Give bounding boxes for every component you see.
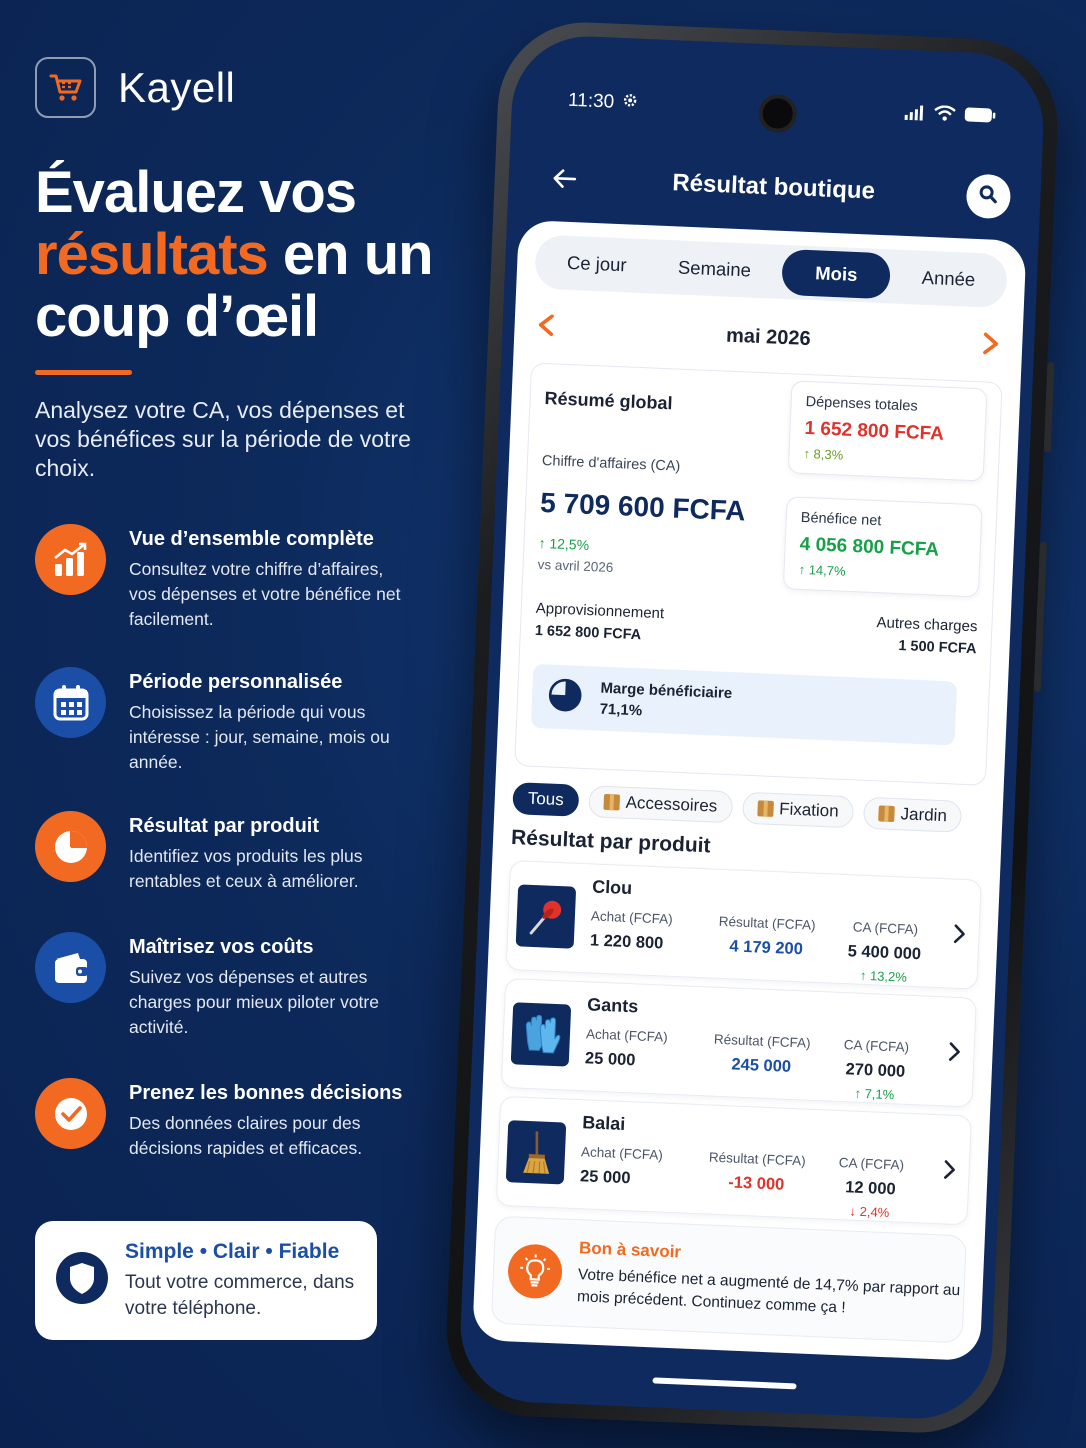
search-button[interactable] <box>966 174 1012 220</box>
product-name: Gants <box>586 994 639 1017</box>
tab-ce-jour[interactable]: Ce jour <box>566 251 628 276</box>
feature-costs <box>35 932 415 1040</box>
purchase-value: 25 000 <box>579 1167 631 1188</box>
shield-icon <box>55 1251 109 1310</box>
feature-title: Résultat par produit <box>129 815 320 837</box>
app-topbar <box>548 153 1012 222</box>
wallet-icon <box>35 932 106 1003</box>
phone-frame <box>443 19 1061 1436</box>
net-profit-value: 4 056 800 FCFA <box>799 533 940 561</box>
phone-screen <box>458 33 1047 1421</box>
headline-line3: coup d’œil <box>35 284 319 349</box>
result-label: Résultat (FCFA) <box>713 1031 811 1051</box>
tip-card <box>491 1216 967 1344</box>
signal-icon <box>903 104 926 127</box>
feature-desc: Consultez votre chiffre d’affaires, vos dépenses et votre bénéfice net facilement. <box>129 559 401 629</box>
chip-fixation[interactable] <box>742 792 855 829</box>
feature-title: Maîtrisez vos coûts <box>129 936 314 958</box>
ca-label: CA (FCFA) <box>843 1037 910 1055</box>
feature-title: Période personnalisée <box>129 671 343 693</box>
chip-label: Accessoires <box>625 792 718 816</box>
tab-mois[interactable]: Mois <box>781 249 891 299</box>
app-content <box>472 220 1026 1361</box>
broom-icon <box>506 1120 567 1184</box>
feature-decisions <box>35 1078 415 1161</box>
result-value: -13 000 <box>727 1173 785 1194</box>
purchase-value: 1 220 800 <box>589 931 664 953</box>
expense-breakdown <box>535 600 978 657</box>
product-name: Clou <box>591 876 633 899</box>
product-row-clou[interactable] <box>506 860 982 990</box>
headline-line1: Évaluez vos <box>35 160 357 225</box>
tip-title: Bon à savoir <box>578 1238 682 1262</box>
feature-title: Prenez les bonnes décisions <box>129 1082 403 1104</box>
product-name: Balai <box>581 1112 626 1135</box>
page-title: Résultat boutique <box>671 169 876 205</box>
period-tabs <box>534 235 1008 309</box>
summary-card <box>514 362 1003 785</box>
subtitle: Analysez votre CA, vos dépenses et vos bénéfices sur la période de votre choix. <box>35 397 411 481</box>
margin-box <box>531 664 957 746</box>
feature-desc: Identifiez vos produits les plus rentables et ceux à améliorer. <box>129 846 363 891</box>
headline-divider <box>35 370 132 375</box>
product-result <box>708 1150 806 1196</box>
product-purchase <box>590 908 673 953</box>
result-label: Résultat (FCFA) <box>718 913 816 933</box>
brand-name: Kayell <box>118 63 236 111</box>
settings-gear-icon <box>622 92 639 115</box>
category-filter <box>512 782 985 834</box>
battery-icon <box>963 106 996 129</box>
chip-accessoires[interactable] <box>588 785 733 823</box>
chevron-right-icon <box>942 1157 957 1187</box>
ca-label: CA (FCFA) <box>838 1155 905 1173</box>
feature-period <box>35 667 415 775</box>
net-profit-trend: ↑ 14,7% <box>798 561 846 579</box>
pie-chart-icon <box>547 677 583 717</box>
month-selector <box>536 311 1001 364</box>
promo-card <box>35 1221 377 1340</box>
chevron-right-icon <box>947 1039 962 1069</box>
feature-overview <box>35 524 415 632</box>
expenses-trend: ↑ 8,3% <box>803 445 844 463</box>
headline-line2: en un <box>267 222 433 287</box>
ca-comparison: vs avril 2026 <box>537 556 614 576</box>
products-section-title: Résultat par produit <box>510 826 712 858</box>
purchase-label: Achat (FCFA) <box>590 908 673 927</box>
product-result <box>717 914 815 960</box>
product-ca <box>846 919 922 985</box>
ca-trend: ↑ 12,5% <box>538 534 590 554</box>
phone-mockup <box>432 30 1062 1430</box>
gloves-icon <box>511 1002 572 1066</box>
tab-annee[interactable]: Année <box>921 266 976 290</box>
feature-desc: Des données claires pour des décisions rapides et efficaces. <box>129 1113 363 1158</box>
bar-chart-icon <box>35 524 106 595</box>
cart-icon <box>35 57 96 118</box>
product-ca <box>841 1037 909 1103</box>
ca-trend: ↑ 7,1% <box>854 1085 895 1103</box>
chip-label: Tous <box>527 788 565 810</box>
box-icon <box>757 800 774 817</box>
margin-value: 71,1% <box>599 700 643 720</box>
pie-chart-icon <box>35 811 106 882</box>
other-charges-label: Autres charges <box>876 614 978 636</box>
ca-label: CA (FCFA) <box>852 919 919 938</box>
status-time: 11:30 <box>567 89 615 113</box>
product-result <box>712 1032 810 1078</box>
net-profit-label: Bénéfice net <box>800 509 882 530</box>
result-value: 245 000 <box>731 1055 792 1076</box>
ca-value: 12 000 <box>844 1178 897 1199</box>
ca-value: 5 709 600 FCFA <box>539 486 747 527</box>
tab-semaine[interactable]: Semaine <box>677 256 752 281</box>
promo-text: Tout votre commerce, dans votre téléphone. <box>125 1271 355 1319</box>
purchase-label: Achat (FCFA) <box>580 1144 664 1163</box>
ca-label: Chiffre d'affaires (CA) <box>541 452 681 475</box>
back-arrow-icon[interactable] <box>548 162 581 195</box>
headline <box>35 162 455 348</box>
box-icon <box>878 805 895 822</box>
calendar-icon <box>35 667 106 738</box>
ca-value: 5 400 000 <box>847 942 922 964</box>
box-icon <box>603 794 620 811</box>
search-icon <box>978 184 999 210</box>
feature-title: Vue d’ensemble complète <box>129 528 374 550</box>
expenses-value: 1 652 800 FCFA <box>804 417 945 445</box>
chip-label: Fixation <box>778 799 840 821</box>
purchase-value: 25 000 <box>584 1049 636 1070</box>
product-purchase <box>585 1026 668 1071</box>
promo-tags: Simple • Clair • Fiable <box>125 1239 340 1263</box>
expenses-label: Dépenses totales <box>805 393 918 415</box>
supply-label: Approvisionnement <box>535 599 665 623</box>
month-label: mai 2026 <box>725 324 812 350</box>
headline-accent: résultats <box>35 222 268 287</box>
ca-trend: ↓ 2,4% <box>849 1203 890 1221</box>
ca-value: 270 000 <box>845 1060 906 1081</box>
wifi-icon <box>933 105 956 128</box>
ca-trend: ↑ 13,2% <box>859 967 908 985</box>
summary-title: Résumé global <box>544 388 673 414</box>
product-row-gants[interactable] <box>501 978 977 1108</box>
result-value: 4 179 200 <box>729 937 804 959</box>
supply-value: 1 652 800 FCFA <box>534 622 642 644</box>
net-profit-card[interactable] <box>783 496 983 597</box>
margin-label: Marge bénéficiaire <box>600 679 733 703</box>
chevron-right-icon[interactable] <box>981 329 1000 364</box>
other-charges-value: 1 500 FCFA <box>898 638 977 658</box>
lightbulb-icon <box>507 1243 563 1299</box>
chip-jardin[interactable] <box>863 797 963 833</box>
product-purchase <box>580 1144 663 1189</box>
check-icon <box>35 1078 106 1149</box>
product-ca <box>837 1155 905 1221</box>
product-row-balai[interactable] <box>496 1096 972 1226</box>
chip-label: Jardin <box>900 804 948 826</box>
feature-desc: Choisissez la période qui vous intéresse : jour, semaine, mois ou année. <box>129 702 390 772</box>
chip-tous[interactable] <box>512 782 579 817</box>
chevron-left-icon[interactable] <box>536 311 555 346</box>
purchase-label: Achat (FCFA) <box>585 1026 669 1045</box>
expenses-card[interactable] <box>788 380 988 481</box>
feature-product-result <box>35 811 415 894</box>
chevron-right-icon <box>952 922 967 952</box>
pushpin-icon <box>516 884 577 948</box>
tip-text: Votre bénéfice net a augmenté de 14,7% par rapport au mois précédent. Continuez comme ça ! <box>576 1266 961 1317</box>
feature-desc: Suivez vos dépenses et autres charges pour mieux piloter votre activité. <box>129 967 379 1037</box>
result-label: Résultat (FCFA) <box>708 1149 806 1169</box>
home-indicator[interactable] <box>652 1377 796 1389</box>
brand <box>35 57 235 118</box>
